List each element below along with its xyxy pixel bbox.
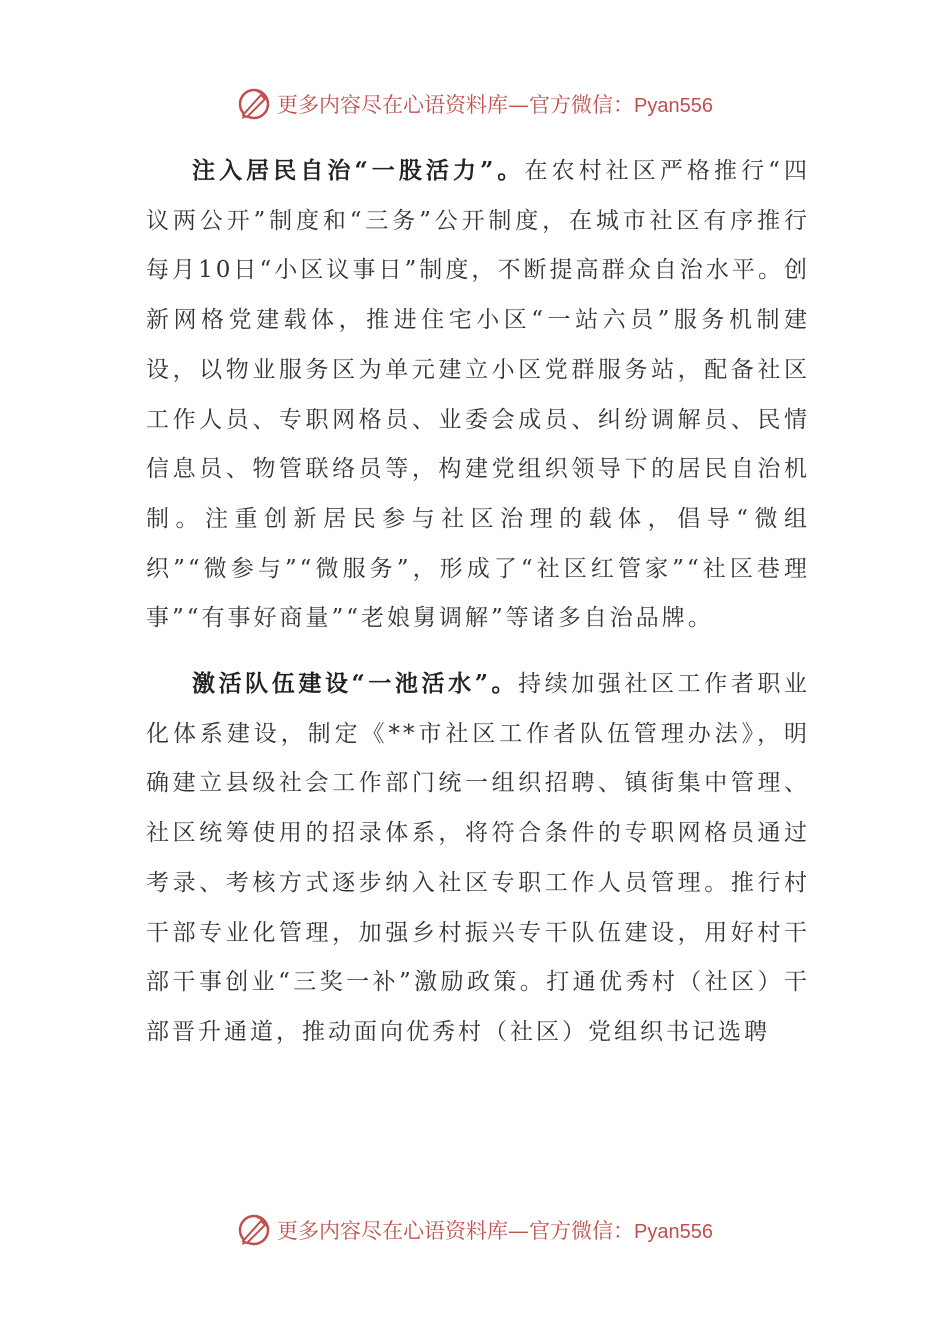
footer-banner-text [277,1215,713,1245]
footer-banner-wechat-id: Pyan556 [634,1221,713,1243]
paragraph-1-text: 在农村社区严格推行“四议两公开”制度和“三务”公开制度，在城市社区有序推行每月10日“小区议事日”制度，不断提高群众自治水平。创新网格党建载体，推进住宅小区“一站六员”服务机制建设，以物业服务区为单元建立小区党群服务站，配备社区工作人员、专职网格员、业委会成员、纠纷调解员、民情信息员、物管联络员等，构建党组织领导下的居民自治机制。注重创新居民参与社区治理的载体，倡导“微组织”“微参与”“微服务”，形成了“社区红管家”“社区巷理事”“有事好商量”“老娘舅调解”等诸多自治品牌。 [146,158,810,632]
header-banner-wechat-id: Pyan556 [634,95,713,117]
header-banner-cn: 更多内容尽在心语资料库—官方微信： [277,93,635,117]
paragraph-1 [146,146,810,644]
document-body [146,146,810,1058]
paragraph-1-heading: 注入居民自治“一股活力”。 [192,157,525,184]
pen-logo-icon [237,87,271,121]
header-banner [0,82,950,126]
paragraph-2-heading: 激活队伍建设“一池活水”。 [192,670,519,698]
paragraph-2 [146,659,810,1058]
footer-banner [0,1208,950,1252]
header-banner-text [277,89,713,119]
footer-banner-cn: 更多内容尽在心语资料库—官方微信： [277,1219,635,1243]
paragraph-2-text: 持续加强社区工作者职业化体系建设，制定《**市社区工作者队伍管理办法》，明确建立县级社会工作部门统一组织招聘、镇街集中管理、社区统筹使用的招录体系，将符合条件的专职网格员通过考录、考核方式逐步纳入社区专职工作人员管理。推行村干部专业化管理，加强乡村振兴专干队伍建设，用好村干部干事创业“三奖一补”激励政策。打通优秀村（社区）干部晋升通道，推动面向优秀村（社区）党组织书记选聘 [146,671,810,1045]
pen-logo-icon [237,1213,271,1247]
